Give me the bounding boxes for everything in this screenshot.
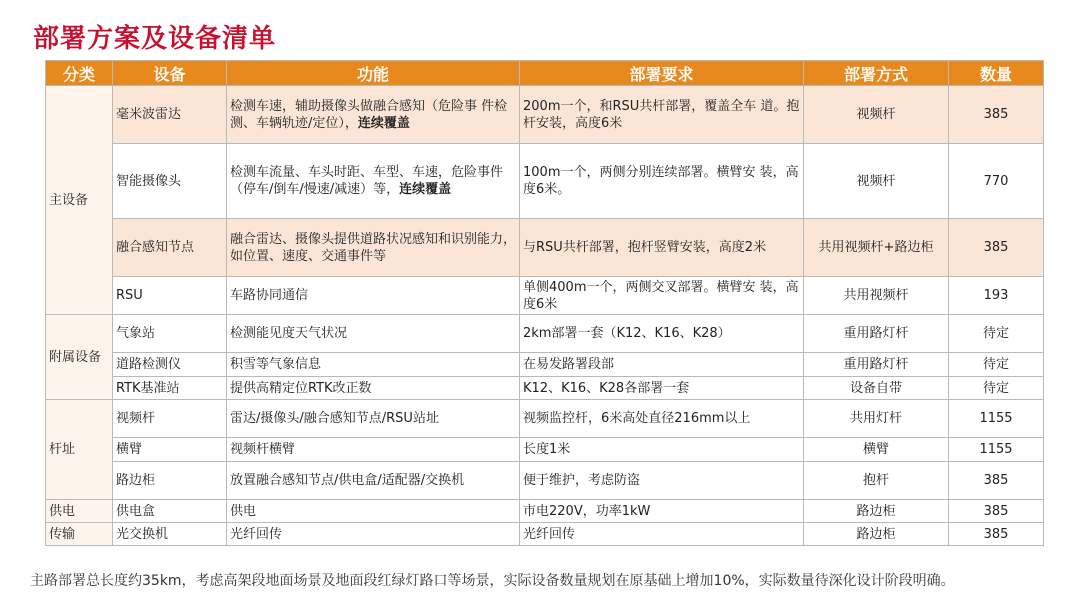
header-quantity: 数量 bbox=[949, 61, 1044, 86]
quantity-cell: 待定 bbox=[949, 377, 1044, 400]
quantity-cell: 待定 bbox=[949, 353, 1044, 377]
table-row bbox=[46, 353, 1044, 377]
method-cell: 设备自带 bbox=[804, 377, 949, 400]
method-cell: 共用视频杆+路边柜 bbox=[804, 219, 949, 277]
requirement-cell: 长度1米 bbox=[520, 438, 804, 462]
table-row bbox=[46, 438, 1044, 462]
footer-note: 主路部署总长度约35km，考虑高架段地面场景及地面段红绿灯路口等场景，实际设备数量规划在原基础上增加10%，实际数量待深化设计阶段明确。 bbox=[30, 573, 955, 589]
table-row bbox=[46, 377, 1044, 400]
page-title: 部署方案及设备清单 bbox=[33, 24, 277, 54]
header-function: 功能 bbox=[227, 61, 520, 86]
quantity-cell: 385 bbox=[949, 500, 1044, 523]
requirement-cell: 在易发路署段部 bbox=[520, 353, 804, 377]
method-cell: 视频杆 bbox=[804, 144, 949, 219]
function-cell: 检测车流量、车头时距、车型、车速，危险事件（停车/倒车/慢速/减速）等，连续覆盖 bbox=[227, 144, 520, 219]
function-cell: 积雪等气象信息 bbox=[227, 353, 520, 377]
table-row bbox=[46, 144, 1044, 219]
method-cell: 共用灯杆 bbox=[804, 400, 949, 438]
device-cell: 融合感知节点 bbox=[113, 219, 227, 277]
function-cell: 融合雷达、摄像头提供道路状况感知和识别能力，如位置、速度、交通事件等 bbox=[227, 219, 520, 277]
function-cell: 雷达/摄像头/融合感知节点/RSU站址 bbox=[227, 400, 520, 438]
function-cell: 供电 bbox=[227, 500, 520, 523]
method-cell: 路边柜 bbox=[804, 523, 949, 546]
method-cell: 重用路灯杆 bbox=[804, 315, 949, 353]
device-cell: 供电盒 bbox=[113, 500, 227, 523]
device-cell: 道路检测仪 bbox=[113, 353, 227, 377]
requirement-cell: 市电220V，功率1kW bbox=[520, 500, 804, 523]
table-row bbox=[46, 500, 1044, 523]
method-cell: 共用视频杆 bbox=[804, 277, 949, 315]
category-cell: 主设备 bbox=[46, 86, 113, 315]
device-cell: 光交换机 bbox=[113, 523, 227, 546]
quantity-cell: 385 bbox=[949, 462, 1044, 500]
function-cell: 车路协同通信 bbox=[227, 277, 520, 315]
function-cell: 检测能见度天气状况 bbox=[227, 315, 520, 353]
quantity-cell: 385 bbox=[949, 86, 1044, 144]
category-cell: 传输 bbox=[46, 523, 113, 546]
header-device: 设备 bbox=[113, 61, 227, 86]
table-row bbox=[46, 277, 1044, 315]
device-cell: 气象站 bbox=[113, 315, 227, 353]
header-category: 分类 bbox=[46, 61, 113, 86]
category-cell: 供电 bbox=[46, 500, 113, 523]
table-row bbox=[46, 315, 1044, 353]
device-cell: 横臂 bbox=[113, 438, 227, 462]
category-cell: 杆址 bbox=[46, 400, 113, 500]
method-cell: 重用路灯杆 bbox=[804, 353, 949, 377]
function-cell: 检测车速，辅助摄像头做融合感知（危险事 件检测、车辆轨迹/定位），连续覆盖 bbox=[227, 86, 520, 144]
device-cell: 视频杆 bbox=[113, 400, 227, 438]
function-cell: 光纤回传 bbox=[227, 523, 520, 546]
device-cell: 智能摄像头 bbox=[113, 144, 227, 219]
requirement-cell: 与RSU共杆部署，抱杆竖臂安装，高度2米 bbox=[520, 219, 804, 277]
requirement-cell: 光纤回传 bbox=[520, 523, 804, 546]
device-cell: 毫米波雷达 bbox=[113, 86, 227, 144]
quantity-cell: 193 bbox=[949, 277, 1044, 315]
requirement-cell: 视频监控杆，6米高处直径216mm以上 bbox=[520, 400, 804, 438]
function-cell: 视频杆横臂 bbox=[227, 438, 520, 462]
method-cell: 路边柜 bbox=[804, 500, 949, 523]
method-cell: 横臂 bbox=[804, 438, 949, 462]
requirement-cell: 100m一个，两侧分别连续部署。横臂安 装，高度6米。 bbox=[520, 144, 804, 219]
method-cell: 视频杆 bbox=[804, 86, 949, 144]
category-cell: 附属设备 bbox=[46, 315, 113, 400]
table-row bbox=[46, 219, 1044, 277]
quantity-cell: 1155 bbox=[949, 438, 1044, 462]
table-row bbox=[46, 86, 1044, 144]
quantity-cell: 1155 bbox=[949, 400, 1044, 438]
device-cell: RSU bbox=[113, 277, 227, 315]
table-row bbox=[46, 400, 1044, 438]
table-row bbox=[46, 462, 1044, 500]
requirement-cell: K12、K16、K28各部署一套 bbox=[520, 377, 804, 400]
header-method: 部署方式 bbox=[804, 61, 949, 86]
deployment-table bbox=[45, 60, 1044, 546]
method-cell: 抱杆 bbox=[804, 462, 949, 500]
quantity-cell: 385 bbox=[949, 523, 1044, 546]
header-requirement: 部署要求 bbox=[520, 61, 804, 86]
quantity-cell: 待定 bbox=[949, 315, 1044, 353]
table-header-row bbox=[46, 61, 1044, 86]
requirement-cell: 200m一个，和RSU共杆部署，覆盖全车 道。抱杆安装，高度6米 bbox=[520, 86, 804, 144]
requirement-cell: 便于维护，考虑防盗 bbox=[520, 462, 804, 500]
function-cell: 提供高精定位RTK改正数 bbox=[227, 377, 520, 400]
table-row bbox=[46, 523, 1044, 546]
function-cell: 放置融合感知节点/供电盒/适配器/交换机 bbox=[227, 462, 520, 500]
quantity-cell: 385 bbox=[949, 219, 1044, 277]
requirement-cell: 单侧400m一个，两侧交叉部署。横臂安 装，高度6米 bbox=[520, 277, 804, 315]
requirement-cell: 2km部署一套（K12、K16、K28） bbox=[520, 315, 804, 353]
device-cell: RTK基准站 bbox=[113, 377, 227, 400]
device-cell: 路边柜 bbox=[113, 462, 227, 500]
quantity-cell: 770 bbox=[949, 144, 1044, 219]
